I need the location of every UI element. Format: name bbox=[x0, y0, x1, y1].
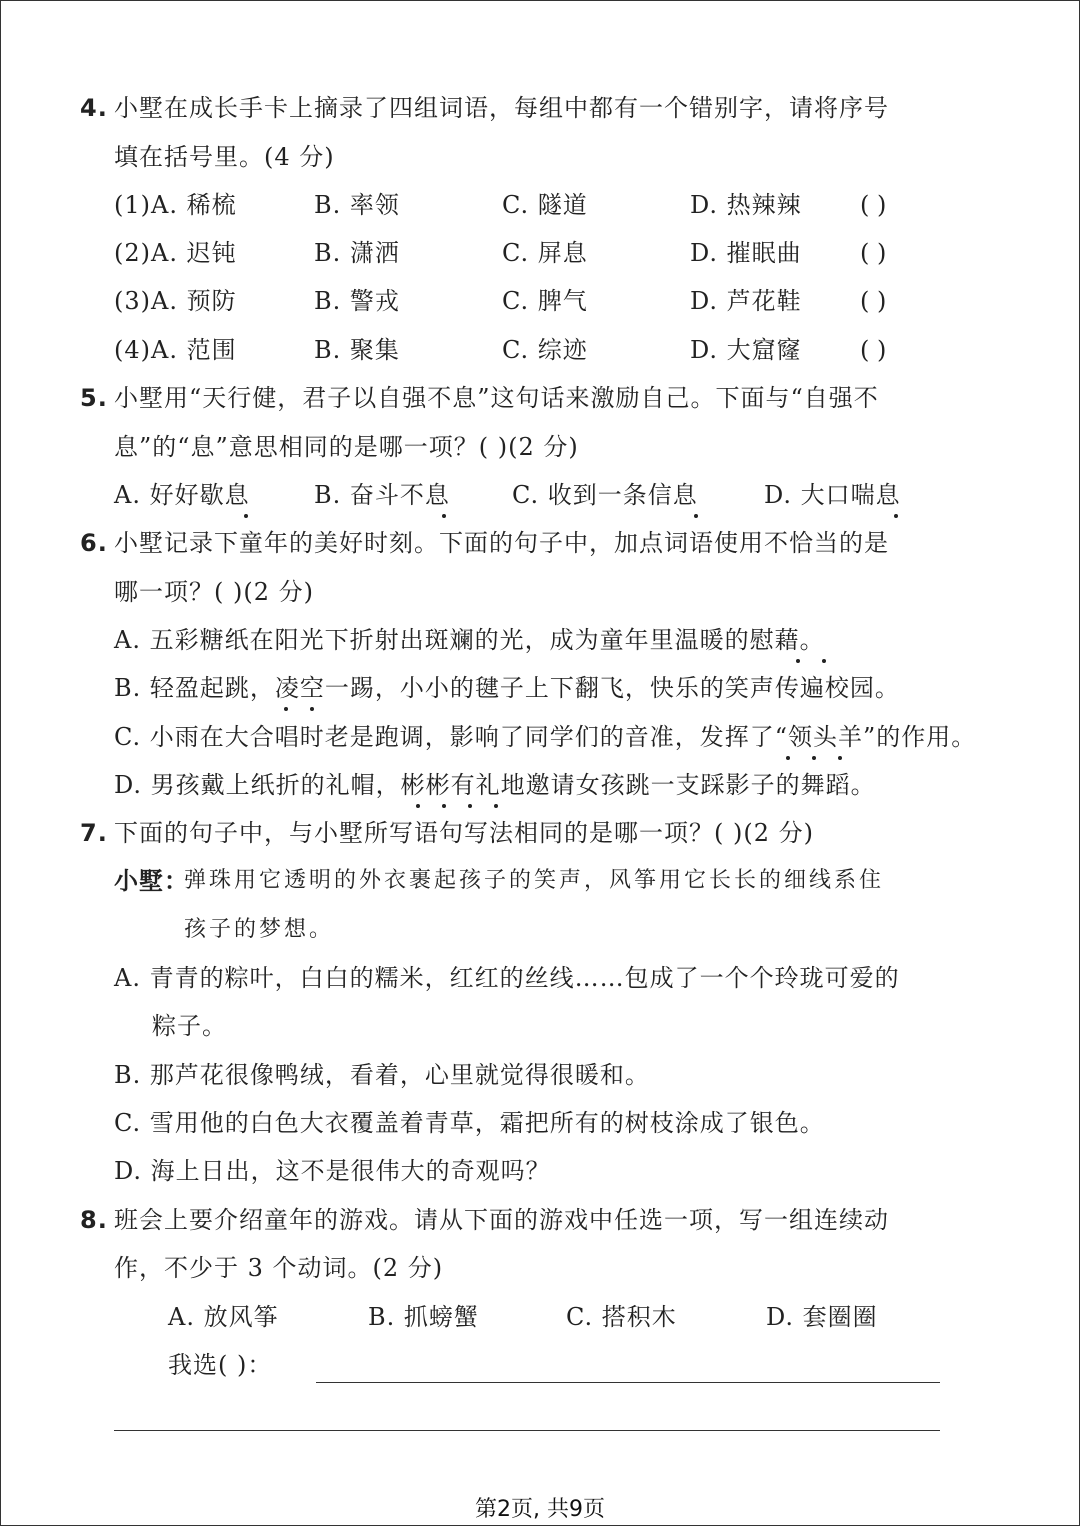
q4-row3-a: (3)A. 预防 bbox=[114, 287, 237, 315]
question-5-stem-line1: 小墅用“天行健，君子以自强不息”这句话来激励自己。下面与“自强不 bbox=[114, 384, 879, 412]
emphasis-dot bbox=[416, 804, 420, 808]
q7-option-a-line2[interactable]: 粽子。 bbox=[152, 1012, 227, 1040]
emphasis-dot bbox=[894, 514, 898, 518]
emphasis-dot bbox=[284, 707, 288, 711]
q4-row3-b: B. 警戎 bbox=[314, 287, 400, 315]
emphasis-dot bbox=[822, 659, 826, 663]
question-4-number: 4. bbox=[80, 94, 108, 122]
q4-row4-d: D. 大窟窿 bbox=[690, 336, 802, 364]
q4-row2-a: (2)A. 迟钝 bbox=[114, 239, 237, 267]
q4-row1-d: D. 热辣辣 bbox=[690, 191, 802, 219]
q8-option-d[interactable]: D. 套圈圈 bbox=[766, 1303, 878, 1331]
emphasis-dot bbox=[442, 804, 446, 808]
question-6-stem-line2: 哪一项？( )(2 分) bbox=[114, 578, 314, 606]
q4-row3-d: D. 芦花鞋 bbox=[690, 287, 802, 315]
question-8-number: 8. bbox=[80, 1206, 108, 1234]
q8-option-c[interactable]: C. 搭积木 bbox=[566, 1303, 677, 1331]
q4-row2-answer-blank[interactable]: ( ) bbox=[860, 239, 887, 267]
emphasis-dot bbox=[812, 756, 816, 760]
q8-option-a[interactable]: A. 放风筝 bbox=[168, 1303, 279, 1331]
q4-row3-answer-blank[interactable]: ( ) bbox=[860, 287, 887, 315]
q4-row1-answer-blank[interactable]: ( ) bbox=[860, 191, 887, 219]
question-5-number: 5. bbox=[80, 384, 108, 412]
q5-option-b[interactable]: B. 奋斗不息 bbox=[314, 481, 450, 509]
q4-row1-a: (1)A. 稀梳 bbox=[114, 191, 237, 219]
emphasis-dot bbox=[786, 756, 790, 760]
answer-line-1[interactable] bbox=[316, 1382, 940, 1383]
q4-row4-c: C. 综迹 bbox=[502, 336, 588, 364]
q4-row2-c: C. 屏息 bbox=[502, 239, 588, 267]
emphasis-dot bbox=[796, 659, 800, 663]
q5-option-c[interactable]: C. 收到一条信息 bbox=[512, 481, 698, 509]
emphasis-dot bbox=[244, 514, 248, 518]
q4-row3-c: C. 脾气 bbox=[502, 287, 588, 315]
q7-option-b[interactable]: B. 那芦花很像鸭绒，看着，心里就觉得很暖和。 bbox=[114, 1061, 650, 1089]
answer-line-2[interactable] bbox=[114, 1430, 940, 1431]
q4-row1-b: B. 率领 bbox=[314, 191, 400, 219]
q8-option-b[interactable]: B. 抓螃蟹 bbox=[368, 1303, 479, 1331]
q6-option-b[interactable]: B. 轻盈起跳，凌空一踢，小小的毽子上下翻飞，快乐的笑声传遍校园。 bbox=[114, 674, 900, 702]
question-5-stem-line2: 息”的“息”意思相同的是哪一项？( )(2 分) bbox=[114, 433, 579, 461]
q7-example-line1: 弹珠用它透明的外衣裹起孩子的笑声，风筝用它长长的细线系住 bbox=[184, 868, 885, 893]
question-6-stem-line1: 小墅记录下童年的美好时刻。下面的句子中，加点词语使用不恰当的是 bbox=[114, 529, 889, 557]
q6-option-a[interactable]: A. 五彩糖纸在阳光下折射出斑斓的光，成为童年里温暖的慰藉。 bbox=[114, 626, 825, 654]
emphasis-dot bbox=[694, 514, 698, 518]
emphasis-dot bbox=[494, 804, 498, 808]
q4-row4-b: B. 聚集 bbox=[314, 336, 400, 364]
q4-row2-b: B. 潇洒 bbox=[314, 239, 400, 267]
q7-example-line2: 孩子的梦想。 bbox=[184, 917, 335, 942]
q7-option-a-line1[interactable]: A. 青青的粽叶，白白的糯米，红红的丝线……包成了一个个玲珑可爱的 bbox=[114, 964, 900, 992]
q5-option-d[interactable]: D. 大口喘息 bbox=[764, 481, 901, 509]
q5-option-a[interactable]: A. 好好歇息 bbox=[114, 481, 250, 509]
question-6-number: 6. bbox=[80, 529, 108, 557]
question-4-stem-line2: 填在括号里。(4 分) bbox=[114, 143, 335, 171]
q4-row2-d: D. 摧眠曲 bbox=[690, 239, 802, 267]
q7-option-d[interactable]: D. 海上日出，这不是很伟大的奇观吗？ bbox=[114, 1157, 551, 1185]
q7-example-label: 小墅： bbox=[114, 866, 189, 895]
emphasis-dot bbox=[468, 804, 472, 808]
q4-row1-c: C. 隧道 bbox=[502, 191, 588, 219]
emphasis-dot bbox=[838, 756, 842, 760]
question-8-stem-line1: 班会上要介绍童年的游戏。请从下面的游戏中任选一项，写一组连续动 bbox=[114, 1206, 889, 1234]
emphasis-dot bbox=[442, 514, 446, 518]
q7-option-c[interactable]: C. 雪用他的白色大衣覆盖着青草，霜把所有的树枝涂成了银色。 bbox=[114, 1109, 825, 1137]
emphasis-dot bbox=[310, 707, 314, 711]
question-8-stem-line2: 作，不少于 3 个动词。(2 分) bbox=[114, 1254, 444, 1282]
q4-row4-answer-blank[interactable]: ( ) bbox=[860, 336, 887, 364]
q6-option-d[interactable]: D. 男孩戴上纸折的礼帽，彬彬有礼地邀请女孩跳一支踩影子的舞蹈。 bbox=[114, 771, 876, 799]
question-7-stem: 下面的句子中，与小墅所写语句写法相同的是哪一项？( )(2 分) bbox=[114, 819, 814, 847]
q8-choice-label: 我选( )： bbox=[168, 1351, 273, 1379]
q4-row4-a: (4)A. 范围 bbox=[114, 336, 237, 364]
question-7-number: 7. bbox=[80, 819, 108, 847]
q6-option-c[interactable]: C. 小雨在大合唱时老是跑调，影响了同学们的音准，发挥了“领头羊”的作用。 bbox=[114, 723, 977, 751]
page-footer: 第2页, 共9页 bbox=[475, 1497, 605, 1522]
question-4-stem-line1: 小墅在成长手卡上摘录了四组词语，每组中都有一个错别字，请将序号 bbox=[114, 94, 889, 122]
